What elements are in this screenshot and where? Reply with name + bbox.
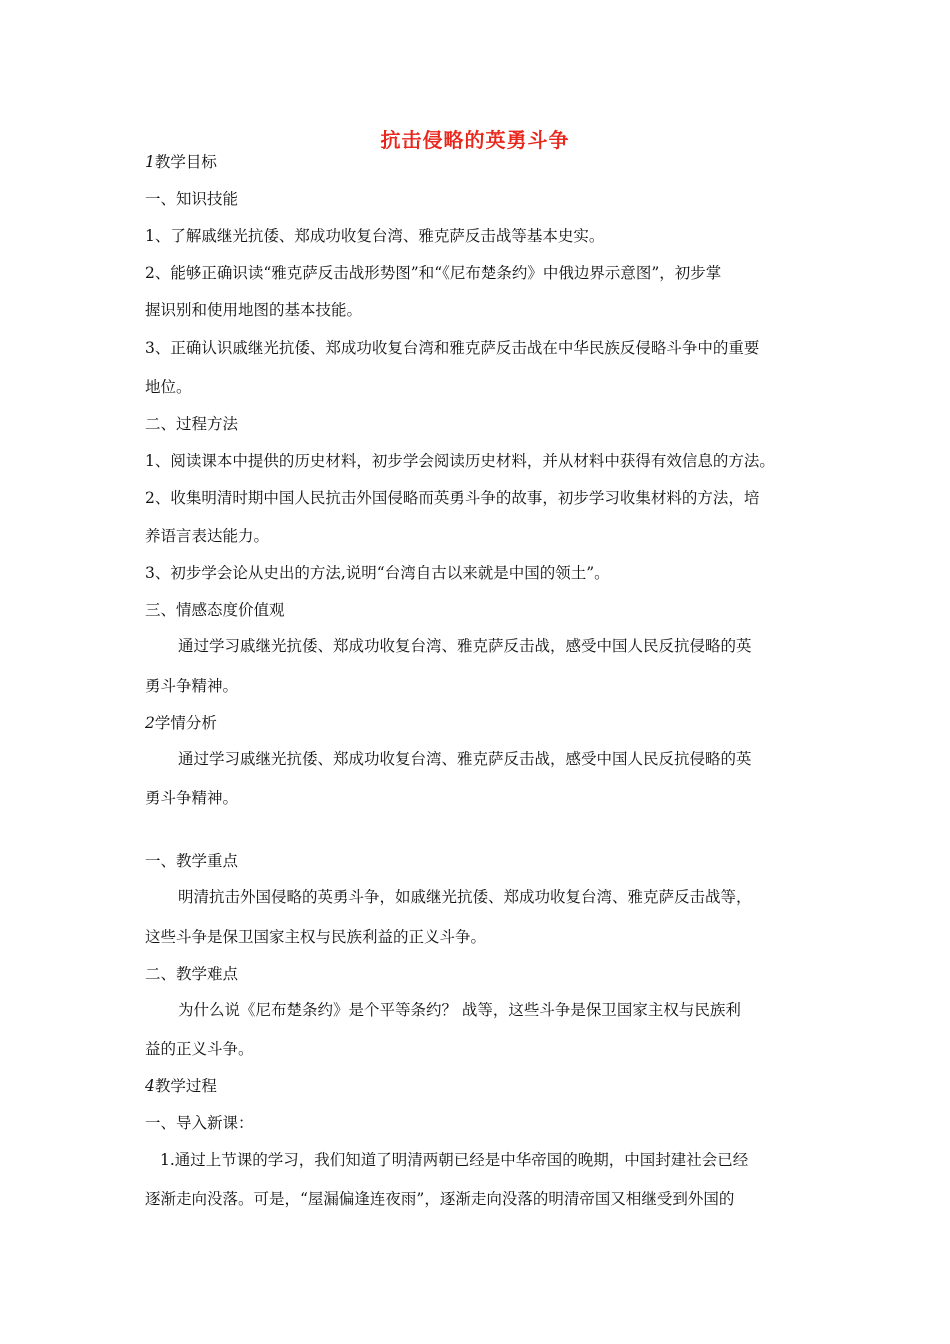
section-heading-teaching-process bbox=[145, 1076, 217, 1096]
paragraph-line: 3、正确认识戚继光抗倭、郑成功收复台湾和雅克萨反击战在中华民族反侵略斗争中的重要 bbox=[145, 339, 760, 357]
section-heading-learner-analysis bbox=[145, 713, 217, 733]
paragraph-line: 为什么说《尼布楚条约》是个平等条约？ 战等，这些斗争是保卫国家主权与民族利 bbox=[178, 1001, 741, 1019]
paragraph-line: 养语言表达能力。 bbox=[145, 527, 270, 545]
paragraph-line: 通过学习戚继光抗倭、郑成功收复台湾、雅克萨反击战，感受中国人民反抗侵略的英 bbox=[178, 750, 752, 768]
paragraph-line: 通过学习戚继光抗倭、郑成功收复台湾、雅克萨反击战，感受中国人民反抗侵略的英 bbox=[178, 637, 752, 655]
paragraph-line: 明清抗击外国侵略的英勇斗争，如戚继光抗倭、郑成功收复台湾、雅克萨反击战等， bbox=[178, 888, 752, 906]
section-number: 2 bbox=[145, 714, 155, 732]
subheading-teaching-difficulty: 二、教学难点 bbox=[145, 965, 239, 983]
section-label: 学情分析 bbox=[154, 714, 217, 732]
subheading-process-methods: 二、过程方法 bbox=[145, 415, 239, 433]
paragraph-line: 1、了解戚继光抗倭、郑成功收复台湾、雅克萨反击战等基本史实。 bbox=[145, 227, 605, 245]
section-label: 教学过程 bbox=[154, 1077, 217, 1095]
paragraph-line: 勇斗争精神。 bbox=[145, 677, 239, 695]
paragraph-line: 这些斗争是保卫国家主权与民族利益的正义斗争。 bbox=[145, 928, 487, 946]
paragraph-line: 益的正义斗争。 bbox=[145, 1040, 254, 1058]
paragraph-line: 2、能够正确识读“雅克萨反击战形势图”和“《尼布楚条约》中俄边界示意图”，初步掌 bbox=[145, 264, 722, 282]
subheading-teaching-focus: 一、教学重点 bbox=[145, 852, 239, 870]
document-title: 抗击侵略的英勇斗争 bbox=[380, 128, 570, 152]
subheading-introduction: 一、导入新课： bbox=[145, 1114, 254, 1132]
paragraph-line: 地位。 bbox=[145, 378, 192, 396]
paragraph-line: 握识别和使用地图的基本技能。 bbox=[145, 301, 363, 319]
paragraph-line: 2、收集明清时期中国人民抗击外国侵略而英勇斗争的故事，初步学习收集材料的方法，培 bbox=[145, 489, 760, 507]
paragraph-line: 逐渐走向没落。可是，“屋漏偏逢连夜雨”，逐渐走向没落的明清帝国又相继受到外国的 bbox=[145, 1190, 735, 1208]
paragraph-line: 勇斗争精神。 bbox=[145, 789, 239, 807]
paragraph-line: 1.通过上节课的学习，我们知道了明清两朝已经是中华帝国的晚期，中国封建社会已经 bbox=[160, 1151, 749, 1169]
paragraph-line: 3、初步学会论从史出的方法,说明“台湾自古以来就是中国的领土”。 bbox=[145, 564, 610, 582]
section-number: 1 bbox=[145, 153, 155, 171]
section-heading-teaching-goals bbox=[145, 152, 217, 172]
paragraph-line: 1、阅读课本中提供的历史材料，初步学会阅读历史材料，并从材料中获得有效信息的方法。 bbox=[145, 452, 775, 470]
section-number: 4 bbox=[145, 1077, 155, 1095]
subheading-knowledge-skills: 一、知识技能 bbox=[145, 190, 239, 208]
subheading-attitude-values: 三、情感态度价值观 bbox=[145, 601, 285, 619]
section-label: 教学目标 bbox=[154, 153, 217, 171]
